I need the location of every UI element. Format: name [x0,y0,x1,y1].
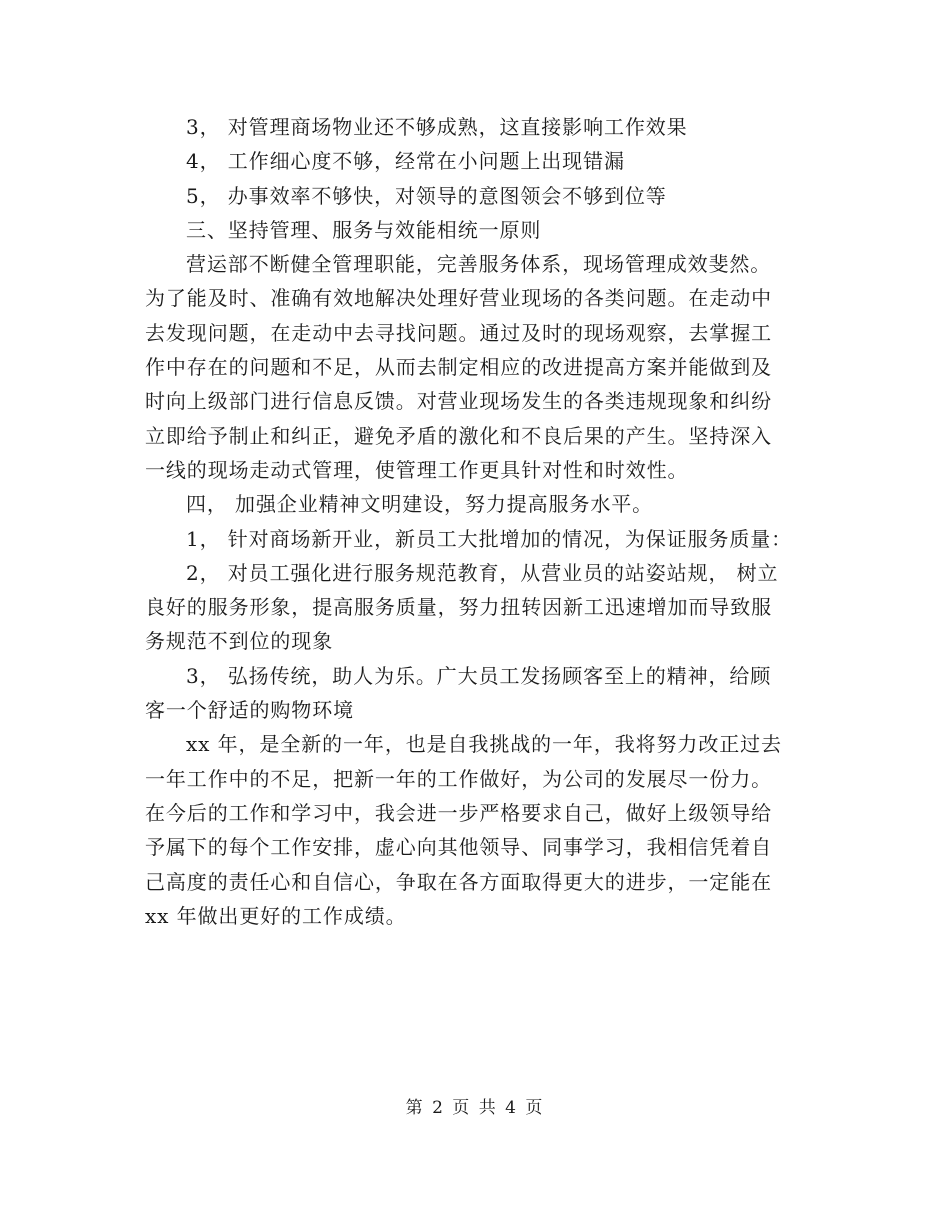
paragraph-line: 去发现问题，在走动中去寻找问题。通过及时的现场观察，去掌握工 [145,320,772,345]
paragraph-line: 己高度的责任心和自信心，争取在各方面取得更大的进步，一定能在 [145,869,772,894]
paragraph-line: xx 年，是全新的一年，也是自我挑战的一年，我将努力改正过去 [186,732,782,757]
section-heading-4: 四， 加强企业精神文明建设，努力提高服务水平。 [186,492,654,517]
paragraph-line: 良好的服务形象，提高服务质量，努力扭转因新工迅速增加而导致服 [145,595,772,620]
paragraph-line: 予属下的每个工作安排，虚心向其他领导、同事学习，我相信凭着自 [145,835,772,860]
page-number-footer: 第 2 页 共 4 页 [405,1098,545,1118]
list-item-3b: 3， 弘扬传统，助人为乐。广大员工发扬顾客至上的精神，给顾 [186,663,772,688]
paragraph-line: 营运部不断健全管理职能，完善服务体系，现场管理成效斐然。 [186,252,772,277]
paragraph-line: 在今后的工作和学习中，我会进一步严格要求自己，做好上级领导给 [145,800,772,825]
paragraph-line: 立即给予制止和纠正，避免矛盾的激化和不良后果的产生。坚持深入 [145,423,772,448]
paragraph-line: 一年工作中的不足，把新一年的工作做好，为公司的发展尽一份力。 [145,766,772,791]
section-heading-3: 三、坚持管理、服务与效能相统一原则 [186,217,542,242]
paragraph-line: 一线的现场走动式管理，使管理工作更具针对性和时效性。 [145,457,689,482]
paragraph-line: xx 年做出更好的工作成绩。 [145,903,407,928]
paragraph-line: 为了能及时、准确有效地解决处理好营业现场的各类问题。在走动中 [145,286,772,311]
paragraph-line: 作中存在的问题和不足，从而去制定相应的改进提高方案并能做到及 [145,355,772,380]
document-body [145,110,805,933]
list-item-2: 2， 对员工强化进行服务规范教育，从营业员的站姿站规， 树立 [186,560,779,585]
paragraph-line: 客一个舒适的购物环境 [145,698,354,723]
list-item-3: 3， 对管理商场物业还不够成熟，这直接影响工作效果 [186,115,688,139]
list-item-1: 1， 针对商场新开业，新员工大批增加的情况，为保证服务质量： [186,526,793,551]
paragraph-line: 时向上级部门进行信息反馈。对营业现场发生的各类违规现象和纠纷 [145,389,772,414]
paragraph-line: 务规范不到位的现象 [145,629,334,654]
list-item-5: 5， 办事效率不够快，对领导的意图领会不够到位等 [186,183,667,208]
list-item-4: 4， 工作细心度不够，经常在小问题上出现错漏 [186,149,625,174]
